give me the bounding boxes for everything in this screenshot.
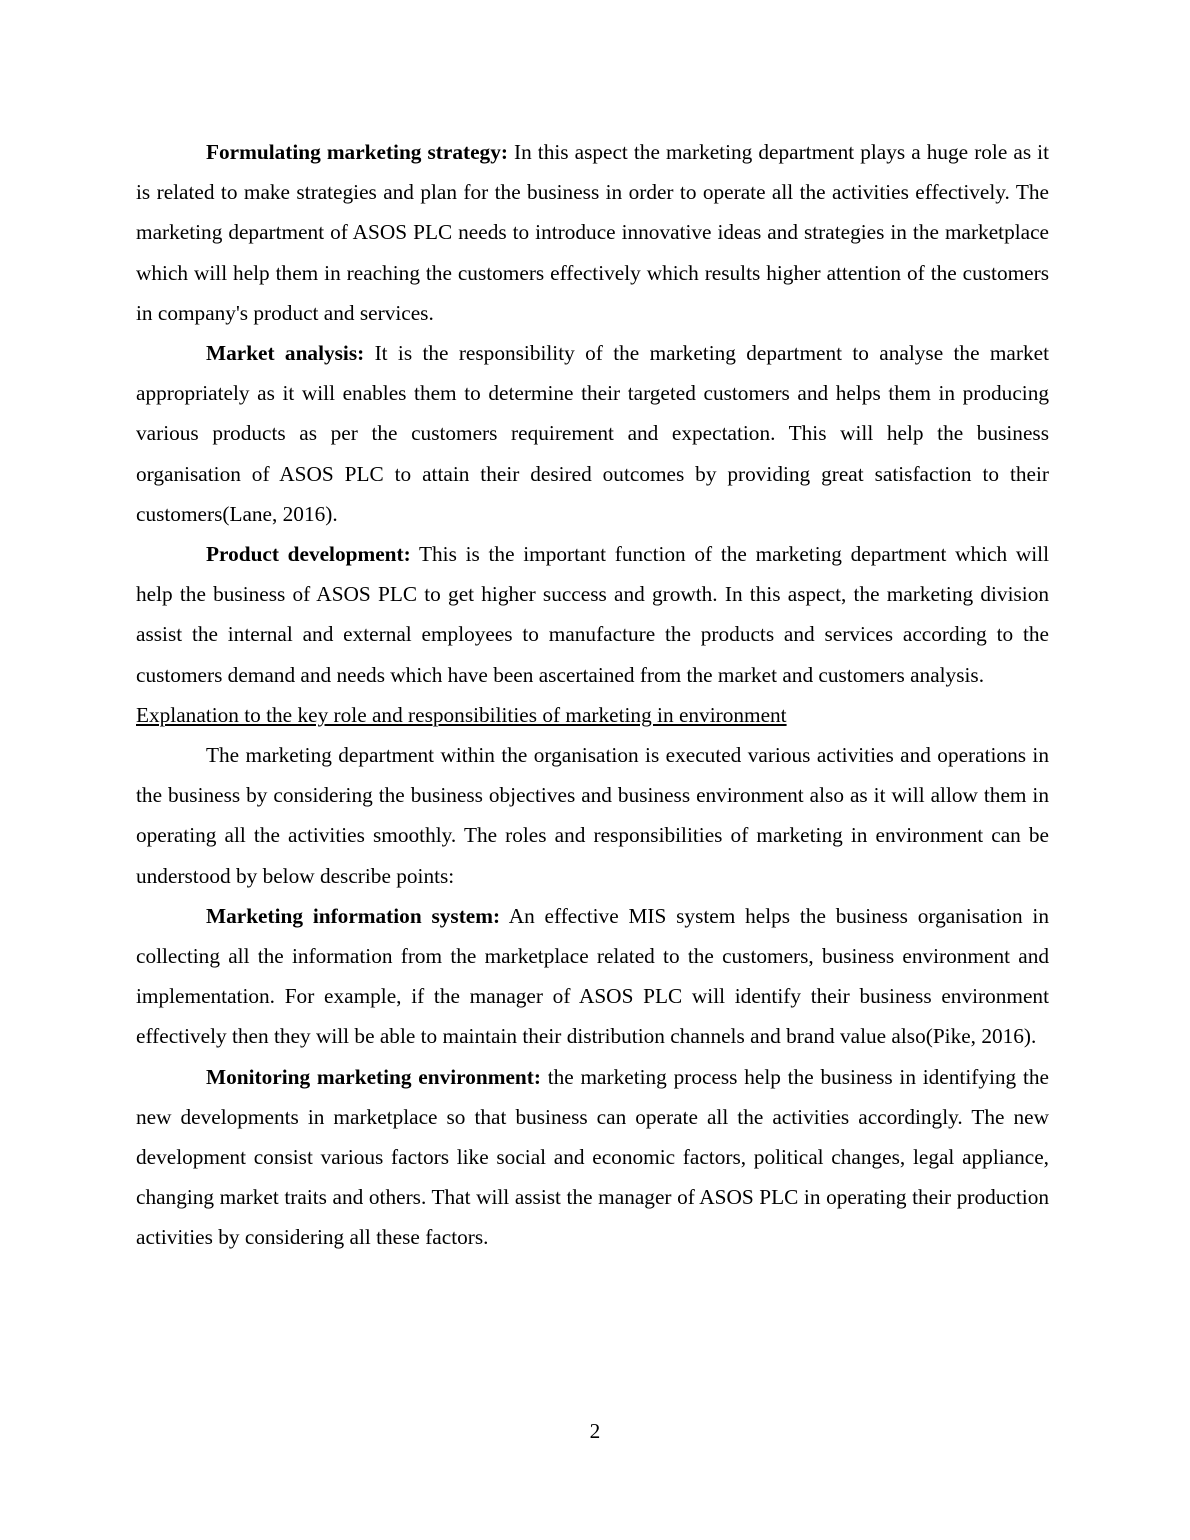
paragraph-term: Marketing information system:: [206, 903, 501, 928]
paragraph-text: An effective MIS system helps the business organisation in collecting all the information from the marketplace related to the customers, business environment and implementation. For example, if the manager of ASOS PLC will identify their business environment effectively then they will be able to maintain their distribution channels and brand value also(Pike, 2016).: [136, 903, 1049, 1049]
paragraph-text: In this aspect the marketing department plays a huge role as it is related to make strategies and plan for the business in order to operate all the activities effectively. The marketing department of ASOS PLC needs to introduce innovative ideas and strategies in the marketplace which will help them in reaching the customers effectively which results higher attention of the customers in company's product and services.: [136, 140, 1049, 325]
paragraph-term: Formulating marketing strategy:: [206, 140, 508, 164]
paragraph-text: It is the responsibility of the marketing department to analyse the market appropriately as it will enables them to determine their targeted customers and helps them in producing various products as per the customers requirement and expectation. This will help the business organisation of ASOS PLC to attain their desired outcomes by providing great satisfaction to their customers(Lane, 2016).: [136, 341, 1049, 526]
paragraph-term: Product development:: [206, 542, 411, 567]
paragraph-text: This is the important function of the marketing department which will help the business of ASOS PLC to get higher success and growth. In this aspect, the marketing division assist the internal and external employees to manufacture the products and services according to the customers demand and needs which have been ascertained from the market and customers analysis.: [136, 542, 1050, 687]
paragraph-market-analysis: [136, 333, 1049, 534]
section-heading: Explanation to the key role and responsibilities of marketing in environment: [136, 702, 787, 727]
paragraph-monitoring-marketing-environment: [136, 1057, 1049, 1258]
paragraph-marketing-information-system: [136, 896, 1049, 1057]
paragraph-term: Market analysis:: [206, 341, 365, 366]
paragraph-term: Monitoring marketing environment:: [206, 1064, 541, 1089]
document-body: [136, 132, 1049, 1258]
paragraph-intro: The marketing department within the organisation is executed various activities and operations in the business by considering the business objectives and business environment also as it will allow them in operating all the activities smoothly. The roles and responsibilities of marketing in environment can be understood by below describe points:: [136, 743, 1049, 888]
paragraph-product-development: [136, 534, 1049, 695]
page-number: 2: [589, 1419, 601, 1443]
paragraph-formulating-marketing-strategy: [136, 132, 1049, 333]
paragraph-text: the marketing process help the business in identifying the new developments in marketplace so that business can operate all the activities accordingly. The new development consist various factors like social and economic factors, political changes, legal appliance, changing market traits and others. That will assist the manager of ASOS PLC in operating their production activities by considering all these factors.: [136, 1064, 1049, 1250]
